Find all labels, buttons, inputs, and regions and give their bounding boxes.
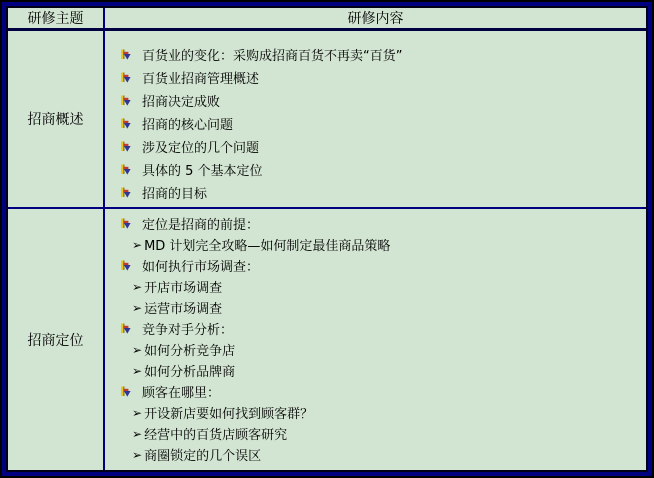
arrow-bullet-icon xyxy=(120,49,131,60)
arrow-bullet-icon xyxy=(120,260,131,271)
list-item xyxy=(105,213,646,234)
list-item-text: 招商的核心问题 xyxy=(142,118,234,133)
list-item xyxy=(105,381,646,402)
list-item-text: 涉及定位的几个问题 xyxy=(142,141,260,156)
content-cell-positioning xyxy=(105,209,646,470)
list-item-text: 如何分析竞争店 xyxy=(144,344,236,359)
arrowhead-bullet-icon: ➢ xyxy=(132,237,143,252)
list-item xyxy=(105,135,646,158)
list-item-text: 招商决定成败 xyxy=(142,95,221,110)
arrow-bullet-icon xyxy=(120,118,131,129)
arrowhead-bullet-icon: ➢ xyxy=(132,342,143,357)
theme-label: 招商概述 xyxy=(27,112,84,128)
list-item-text: 开设新店要如何找到顾客群？ xyxy=(144,407,314,422)
theme-cell-positioning xyxy=(8,209,105,470)
list-item xyxy=(105,66,646,89)
list-item xyxy=(105,89,646,112)
list-item-text: 经营中的百货店顾客研究 xyxy=(144,428,288,443)
list-item xyxy=(105,318,646,339)
theme-cell-overview xyxy=(8,31,105,209)
list-item-text: 定位是招商的前提： xyxy=(142,218,260,233)
arrow-bullet-icon xyxy=(120,323,131,334)
header-cell-content xyxy=(105,8,646,31)
list-item-text: 顾客在哪里： xyxy=(142,386,221,401)
sub-list-item xyxy=(105,423,646,444)
list-item xyxy=(105,255,646,276)
list-item-text: 如何执行市场调查： xyxy=(142,260,260,275)
arrowhead-bullet-icon: ➢ xyxy=(132,363,143,378)
list-item-text: 商圈锁定的几个误区 xyxy=(144,449,262,464)
sub-list-item xyxy=(105,297,646,318)
list-item-text: 百货业的变化：采购成招商百货不再卖“百货” xyxy=(142,49,403,64)
list-item xyxy=(105,112,646,135)
list-item-text: MD 计划完全攻略—如何制定最佳商品策略 xyxy=(144,239,391,254)
arrow-bullet-icon xyxy=(120,72,131,83)
list-item-text: 招商的目标 xyxy=(142,187,208,202)
sub-list-item xyxy=(105,234,646,255)
list-item-text: 运营市场调查 xyxy=(144,302,223,317)
arrow-bullet-icon xyxy=(120,386,131,397)
list-item-text: 开店市场调查 xyxy=(144,281,223,296)
arrow-bullet-icon xyxy=(120,95,131,106)
theme-label: 招商定位 xyxy=(27,332,84,349)
arrowhead-bullet-icon: ➢ xyxy=(132,426,143,441)
list-item-text: 如何分析品牌商 xyxy=(144,365,236,380)
arrowhead-bullet-icon: ➢ xyxy=(132,300,143,315)
sub-list-item xyxy=(105,339,646,360)
header-content-label: 研修内容 xyxy=(347,11,404,27)
header-cell-theme xyxy=(8,8,105,31)
sub-list-item xyxy=(105,402,646,423)
arrow-bullet-icon xyxy=(120,218,131,229)
sub-list-item xyxy=(105,276,646,297)
sub-list-item xyxy=(105,360,646,381)
sub-list-item xyxy=(105,444,646,465)
list-item-text: 竞争对手分析： xyxy=(142,323,234,338)
arrowhead-bullet-icon: ➢ xyxy=(132,405,143,420)
header-theme-label: 研修主题 xyxy=(27,11,84,27)
arrowhead-bullet-icon: ➢ xyxy=(132,447,143,462)
content-cell-overview xyxy=(105,31,646,209)
arrow-bullet-icon xyxy=(120,187,131,198)
list-item-text: 具体的 5 个基本定位 xyxy=(142,164,263,179)
list-item xyxy=(105,158,646,181)
list-item xyxy=(105,43,646,66)
list-item-text: 百货业招商管理概述 xyxy=(142,72,260,87)
list-item xyxy=(105,181,646,204)
arrow-bullet-icon xyxy=(120,164,131,175)
arrow-bullet-icon xyxy=(120,141,131,152)
training-outline-table xyxy=(6,6,648,472)
arrowhead-bullet-icon: ➢ xyxy=(132,279,143,294)
